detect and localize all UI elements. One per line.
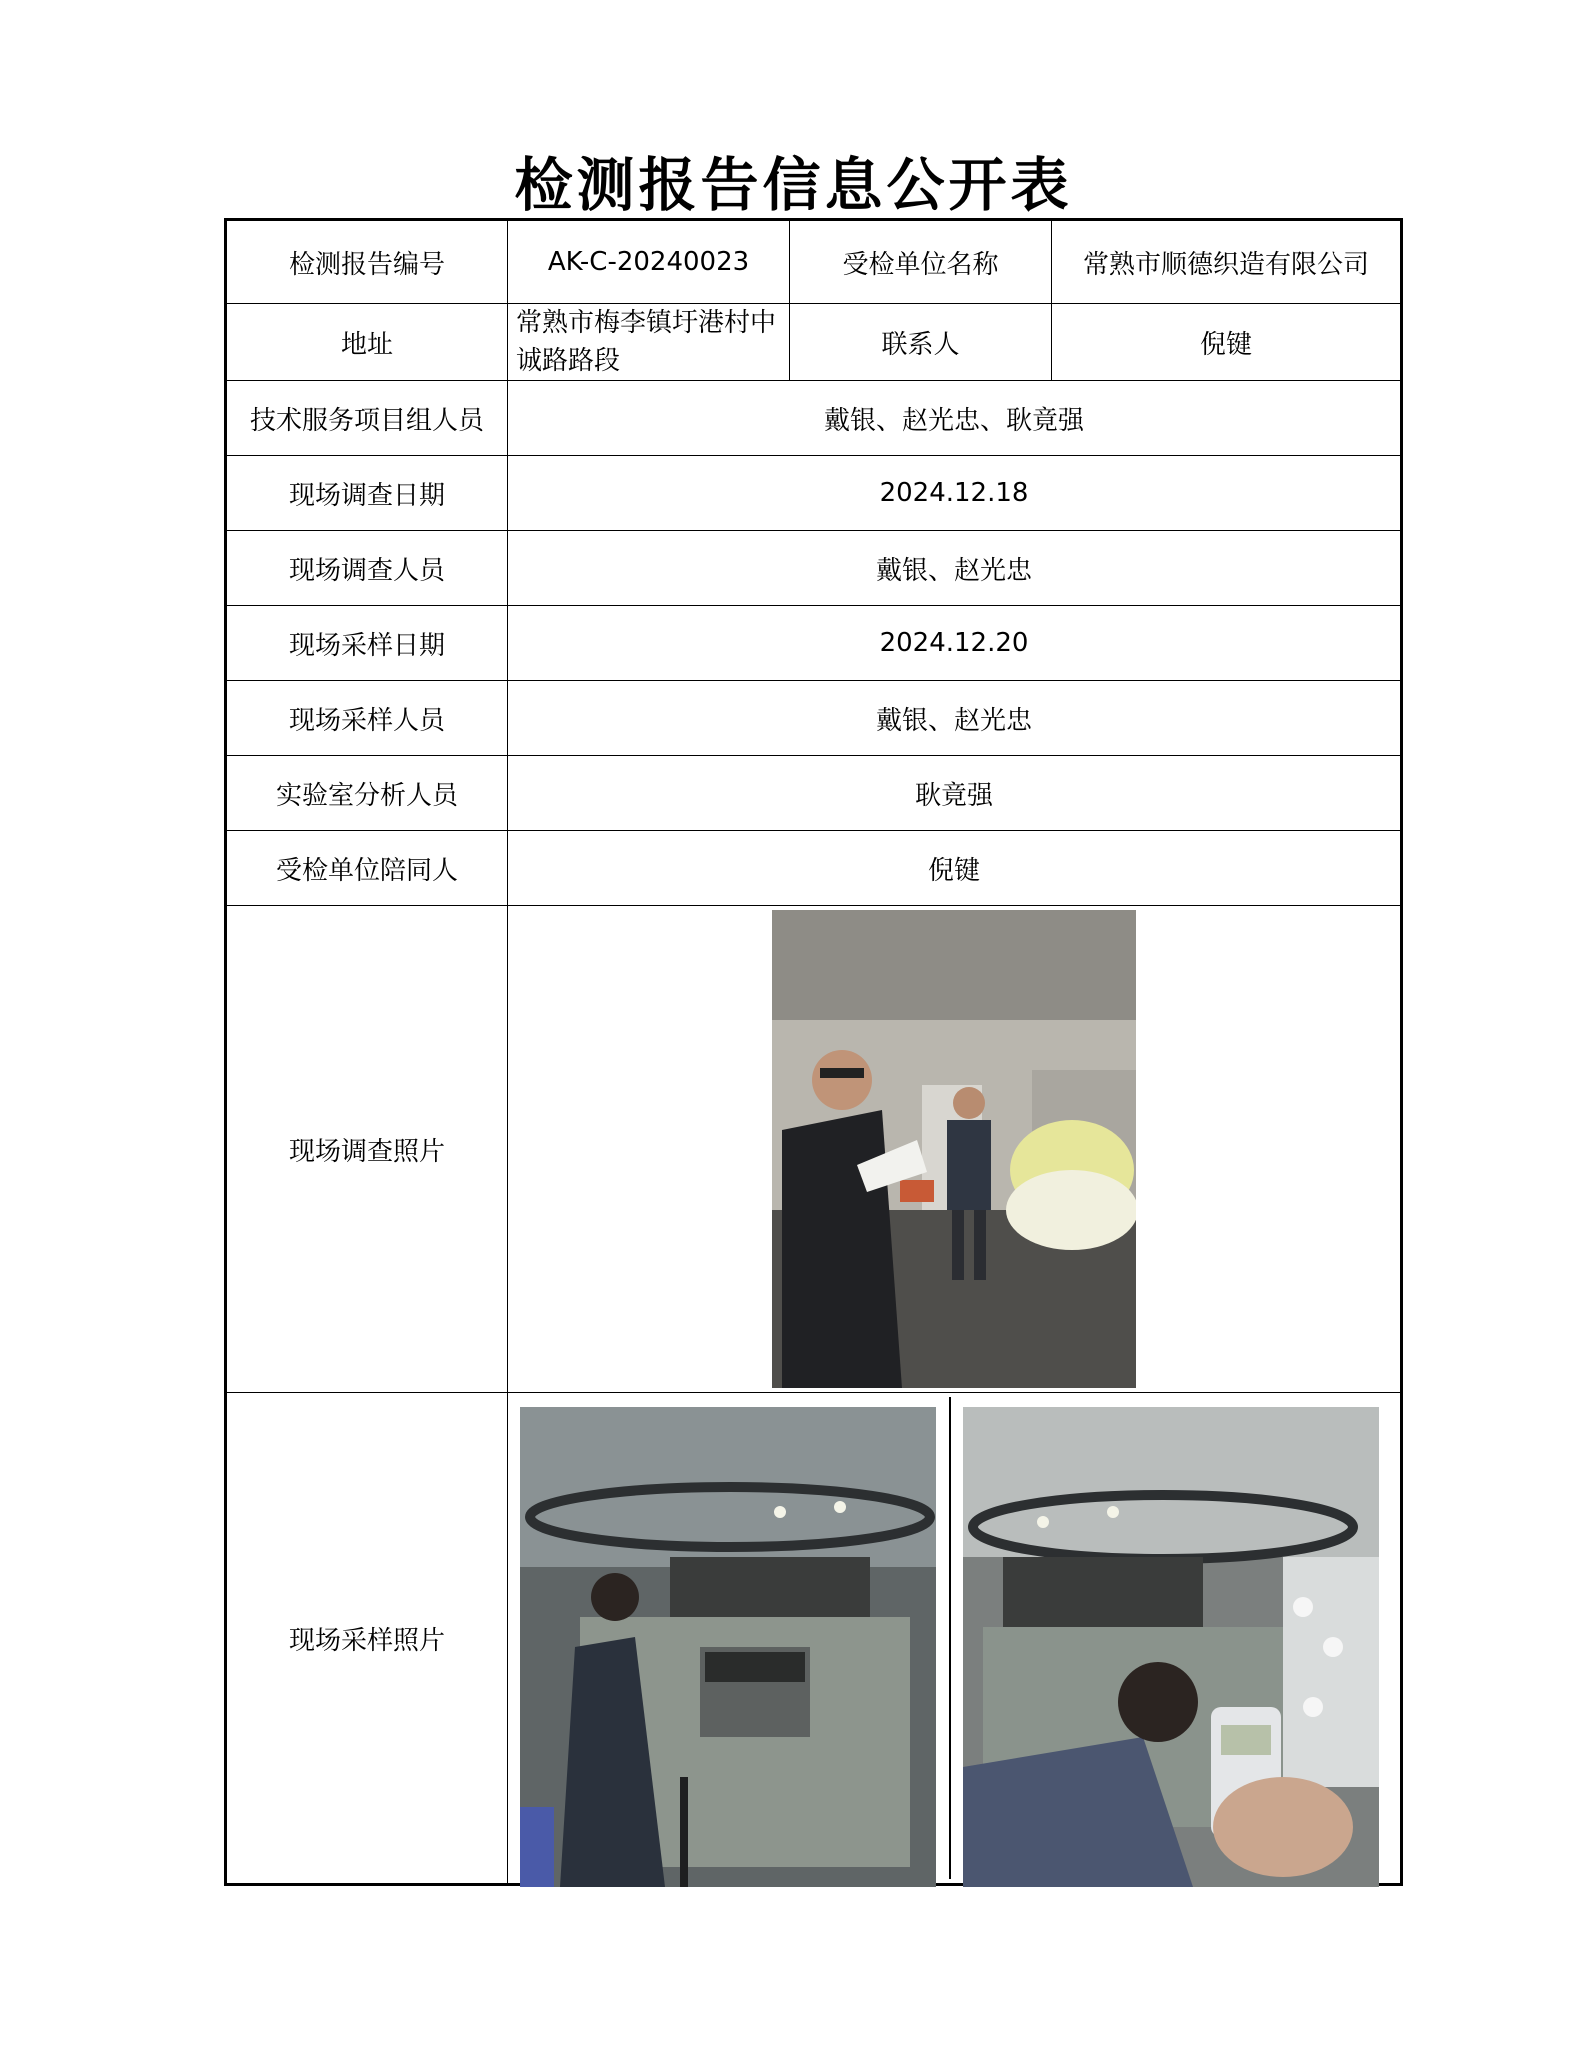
report-no-label: 检测报告编号 [226,220,508,304]
survey-photo-cell [508,906,1402,1393]
sampling-photo-cell [508,1393,1402,1885]
table-row [226,606,1402,681]
table-row [226,304,1402,381]
sampling-staff-value: 戴银、赵光忠 [508,681,1402,756]
page-title: 检测报告信息公开表 [514,151,1073,219]
survey-date-value: 2024.12.18 [508,456,1402,531]
table-row [226,906,1402,1393]
sampling-date-value: 2024.12.20 [508,606,1402,681]
sampling-photo-1 [520,1407,936,1887]
contact-value: 倪键 [1052,304,1402,381]
survey-staff-value: 戴银、赵光忠 [508,531,1402,606]
table-row [226,220,1402,304]
contact-label: 联系人 [790,304,1052,381]
table-row [226,1393,1402,1885]
table-row [226,756,1402,831]
survey-date-label: 现场调查日期 [226,456,508,531]
sampling-photo-label: 现场采样照片 [226,1393,508,1885]
survey-photo [772,910,1136,1388]
address-label: 地址 [226,304,508,381]
table-row [226,531,1402,606]
lab-staff-value: 耿竟强 [508,756,1402,831]
sampling-date-label: 现场采样日期 [226,606,508,681]
table-row [226,456,1402,531]
table-row [226,831,1402,906]
escort-label: 受检单位陪同人 [226,831,508,906]
survey-photo-label: 现场调查照片 [226,906,508,1393]
table-row [226,381,1402,456]
sampling-photo-2 [963,1407,1379,1887]
address-value: 常熟市梅李镇圩港村中诚路路段 [508,304,790,381]
team-label: 技术服务项目组人员 [226,381,508,456]
escort-value: 倪键 [508,831,1402,906]
lab-staff-label: 实验室分析人员 [226,756,508,831]
survey-staff-label: 现场调查人员 [226,531,508,606]
sampling-photos [508,1397,1400,1879]
unit-name-label: 受检单位名称 [790,220,1052,304]
unit-name-value: 常熟市顺德织造有限公司 [1052,220,1402,304]
report-no-value: AK-C-20240023 [508,220,790,304]
table-row [226,681,1402,756]
sampling-staff-label: 现场采样人员 [226,681,508,756]
report-table [224,218,1403,1886]
team-value: 戴银、赵光忠、耿竟强 [508,381,1402,456]
